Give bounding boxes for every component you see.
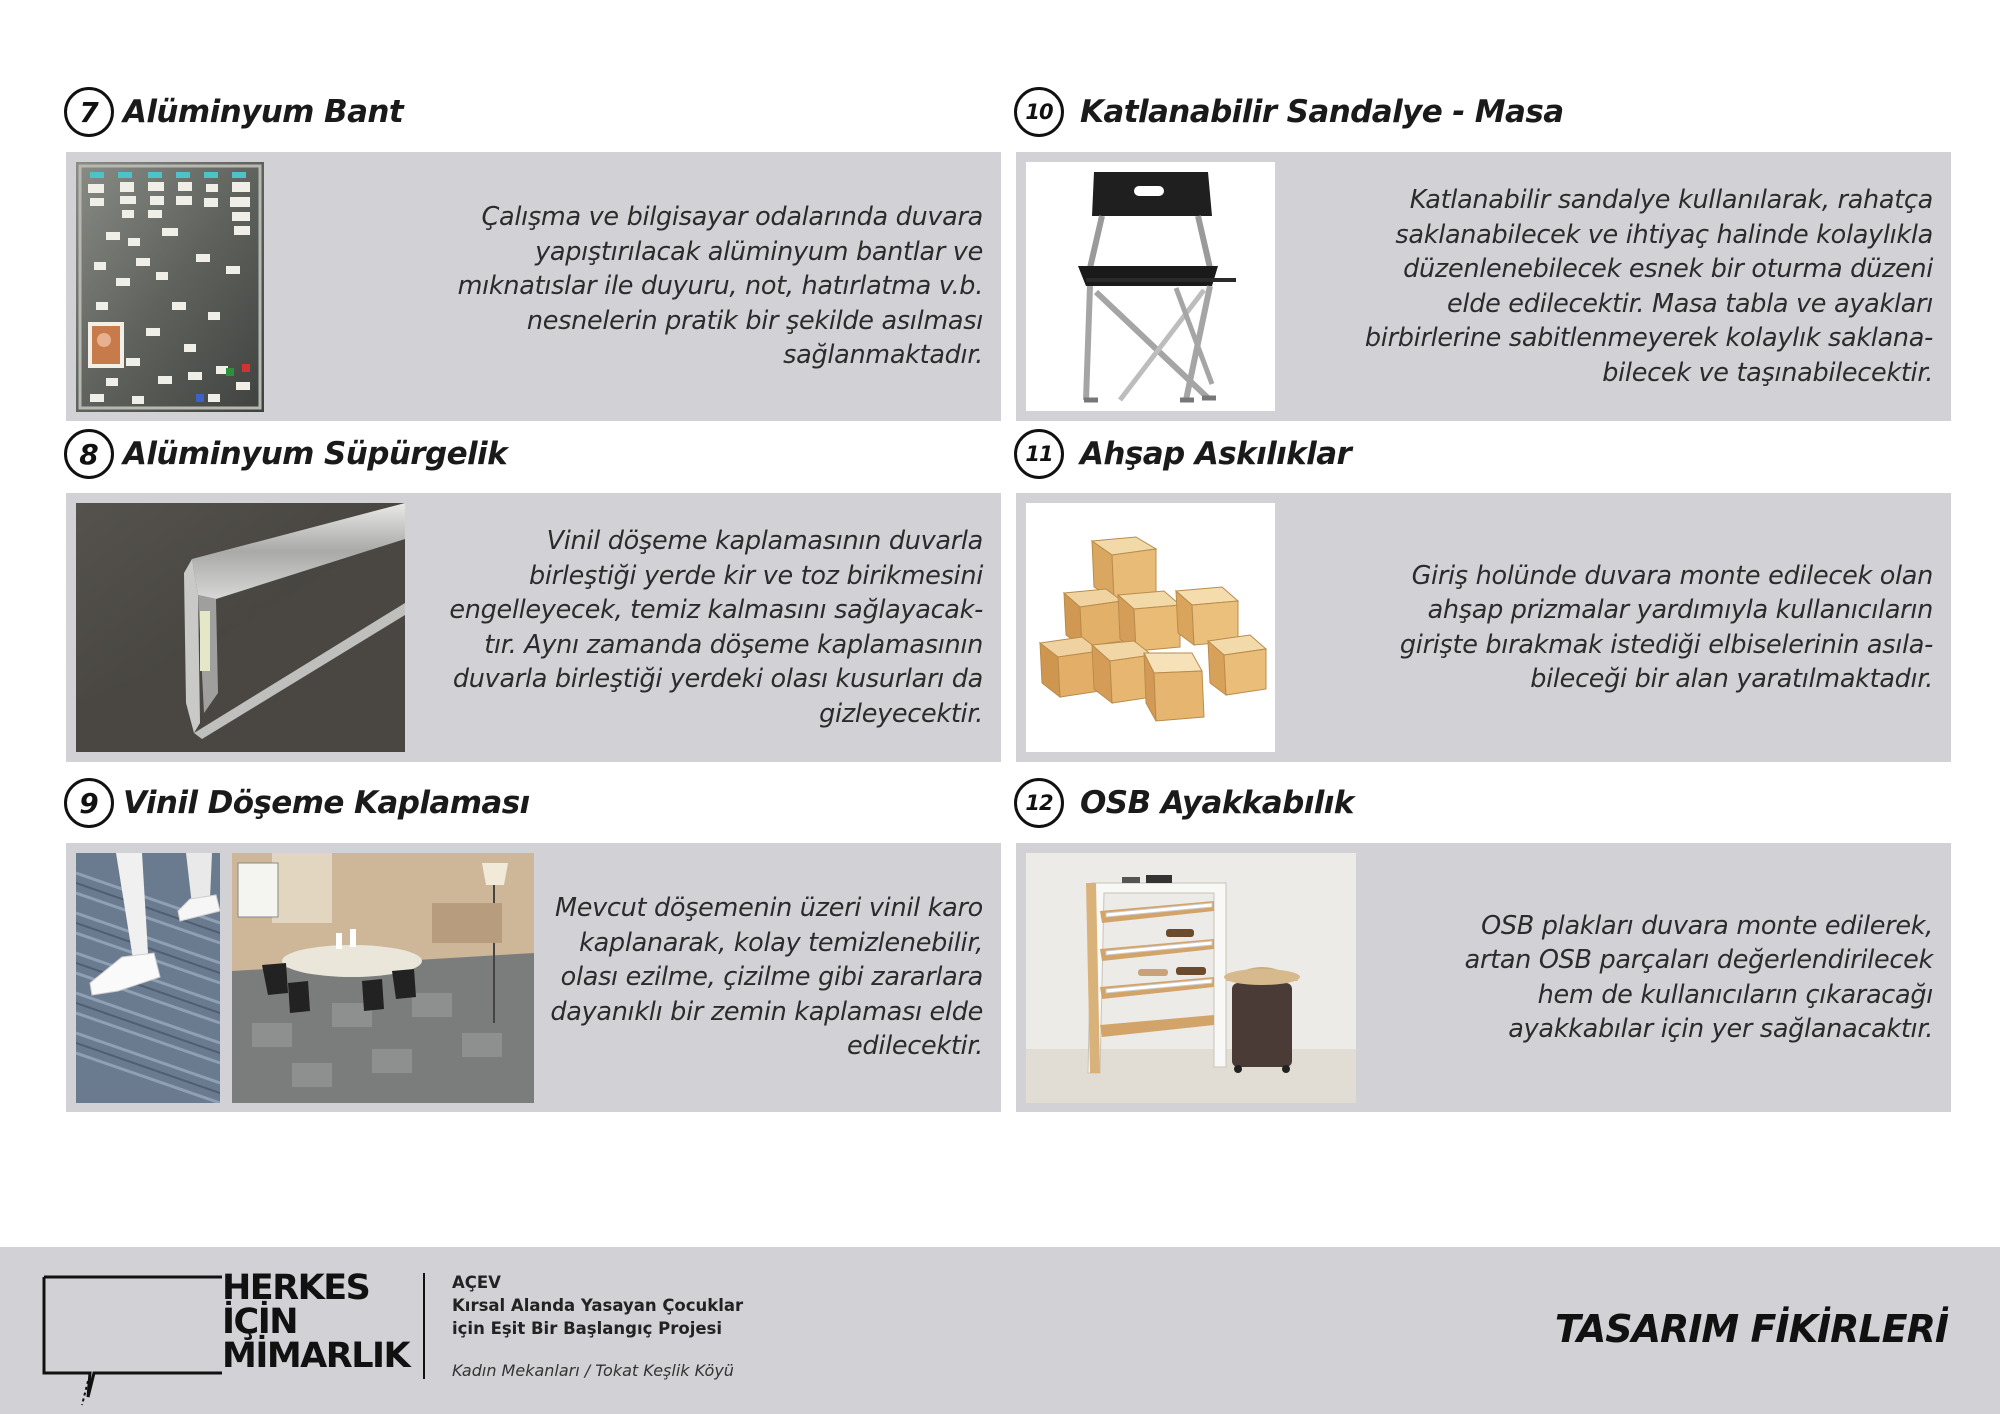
osb-shoe-rack-photo: [1026, 853, 1356, 1103]
aluminum-tape-noteboard-photo: [76, 162, 264, 412]
item-description: OSB plakları duvara monte edilerek, artan OSB parçaları değerlendirilecek hem de kullanıcıların çıkaracağı ayakkabılar için yer sağlanacaktır.: [1464, 910, 1933, 1044]
project-line: için Eşit Bir Başlangıç Projesi: [452, 1319, 723, 1338]
item-description: Vinil döşeme kaplamasının duvarla birleştiği yerde kir ve toz birikmesini engelleyecek, temiz kalmasını sağlayacak- tır. Aynı zamanda döşeme kaplamasının duvarla birleştiği yerdeki olası kusurları da gizleyecektir.: [449, 526, 983, 729]
aluminum-skirting-photo: [76, 503, 405, 752]
item-title: OSB Ayakkabılık: [1080, 785, 1354, 821]
project-subtitle: Kadın Mekanları / Tokat Keşlik Köyü: [452, 1361, 734, 1380]
item-number-badge: 7: [64, 87, 114, 137]
item-number-badge: 11: [1014, 429, 1064, 479]
item-description: Katlanabilir sandalye kullanılarak, rahatça saklanabilecek ve ihtiyaç halinde kolaylıkla düzenlenebilecek esnek bir oturma düzeni elde edilecektir. Masa tabla ve ayakları birbirlerine sabitlenmeyerek kolaylık saklana- bilecek ve taşınabilecektir.: [1364, 185, 1933, 388]
footer-divider: [423, 1273, 425, 1379]
item-heading: [64, 87, 403, 137]
item-number-badge: 10: [1014, 87, 1064, 137]
item-title: Ahşap Askılıklar: [1080, 436, 1352, 472]
item-panel: [66, 493, 1001, 762]
item-panel: [66, 843, 1001, 1112]
page-title: TASARIM FİKİRLERİ: [1554, 1307, 1948, 1351]
item-panel: [66, 152, 1001, 421]
wooden-blocks-photo: [1026, 503, 1275, 752]
item-description: Giriş holünde duvara monte edilecek olan ahşap prizmalar yardımıyla kullanıcıların girişte bırakmak istediği elbiselerinin asıla- bileceği bir alan yaratılmaktadır.: [1399, 560, 1933, 694]
item-heading: [1014, 429, 1351, 479]
item-panel: [1016, 843, 1951, 1112]
item-title: Alüminyum Bant: [123, 94, 404, 130]
project-line: Kırsal Alanda Yasayan Çocuklar: [452, 1296, 744, 1315]
item-heading: [64, 429, 507, 479]
item-heading: [1014, 778, 1354, 828]
logo-speech-bubble-icon: [40, 1273, 230, 1409]
item-panel: [1016, 152, 1951, 421]
item-title: Vinil Döşeme Kaplaması: [123, 785, 530, 821]
item-title: Katlanabilir Sandalye - Masa: [1080, 94, 1564, 130]
org-name: AÇEV: [452, 1273, 501, 1292]
folding-chair-photo: [1026, 162, 1275, 411]
footer: [0, 1247, 2000, 1414]
item-heading: [1014, 87, 1564, 137]
item-panel: [1016, 493, 1951, 762]
item-description: Mevcut döşemenin üzeri vinil karo kaplanarak, kolay temizlenebilir, olası ezilme, çizilme gibi zararlara dayanıklı bir zemin kaplaması elde edilecektir.: [550, 893, 983, 1062]
item-title: Alüminyum Süpürgelik: [123, 436, 508, 472]
item-heading: [64, 778, 530, 828]
item-number-badge: 8: [64, 429, 114, 479]
item-description: Çalışma ve bilgisayar odalarında duvara yapıştırılacak alüminyum bantlar ve mıknatıslar ile duyuru, not, hatırlatma v.b. nesnelerin pratik bir şekilde asılması sağlanmaktadır.: [457, 202, 983, 371]
project-info: [452, 1271, 743, 1340]
logo-wordmark: HERKES İÇİN MİMARLIK: [222, 1268, 410, 1376]
item-number-badge: 12: [1014, 778, 1064, 828]
vinyl-flooring-room-photo: [232, 853, 534, 1103]
item-number-badge: 9: [64, 778, 114, 828]
vinyl-flooring-photo: [76, 853, 220, 1103]
